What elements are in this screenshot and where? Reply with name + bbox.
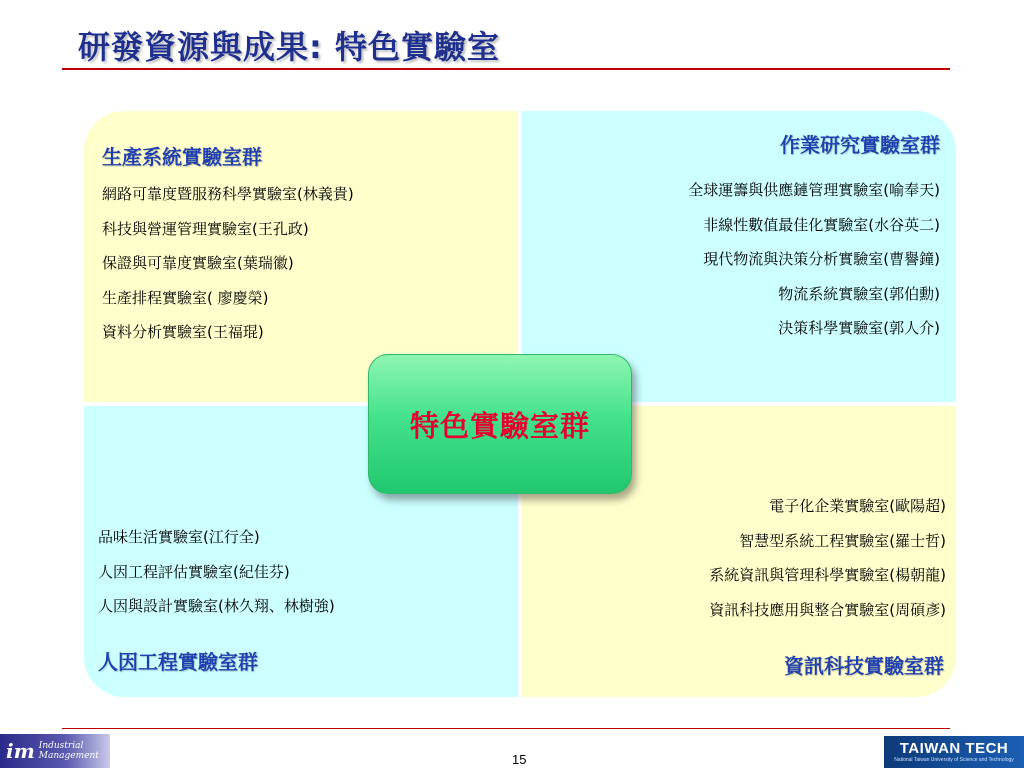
im-logo-text (39, 741, 99, 761)
lab-item: 保證與可靠度實驗室(葉瑞徽) (102, 254, 294, 272)
taiwan-tech-logo-name: TAIWAN TECH (899, 739, 1009, 757)
lab-item: 品味生活實驗室(江行全) (98, 528, 260, 546)
lab-list-human-factors (98, 520, 335, 624)
center-badge (368, 354, 632, 494)
group-title-production: 生產系統實驗室群 (102, 145, 262, 169)
im-logo-line1: Industrial (38, 741, 84, 751)
lab-item: 電子化企業實驗室(歐陽超) (769, 497, 946, 515)
im-logo-line2: Management (38, 751, 99, 761)
group-title-human-factors: 人因工程實驗室群 (98, 650, 258, 674)
page-number: 15 (512, 752, 527, 767)
lab-item: 全球運籌與供應鏈管理實驗室(喻奉天) (688, 181, 940, 199)
taiwan-tech-logo-subtitle: National Taiwan University of Science and Technology (894, 756, 1014, 763)
lab-list-operations-research (688, 173, 940, 346)
lab-item: 人因工程評估實驗室(紀佳芬) (98, 562, 290, 581)
lab-item: 資訊科技應用與整合實驗室(周碩彥) (709, 600, 946, 619)
footer-divider (62, 728, 950, 729)
group-title-operations-research: 作業研究實驗室群 (780, 133, 940, 157)
lab-item: 網路可靠度暨服務科學實驗室(林義貴) (102, 185, 354, 203)
lab-item: 人因與設計實驗室(林久翔、林樹強) (98, 597, 335, 615)
lab-item: 資料分析實驗室(王福琨) (102, 323, 264, 341)
page-title: 研發資源與成果: 特色實驗室 (78, 28, 500, 66)
lab-list-production (102, 177, 354, 350)
lab-item: 智慧型系統工程實驗室(羅士哲) (739, 531, 946, 550)
lab-item: 科技與營運管理實驗室(王孔政) (102, 219, 309, 238)
lab-item: 物流系統實驗室(郭伯勳) (778, 284, 940, 303)
center-badge-label: 特色實驗室群 (409, 408, 590, 443)
industrial-management-logo (0, 734, 110, 768)
taiwan-tech-logo (884, 736, 1024, 768)
lab-item: 現代物流與決策分析實驗室(曹譽鐘) (703, 250, 940, 268)
lab-item: 系統資訊與管理科學實驗室(楊朝龍) (709, 566, 946, 584)
lab-item: 非線性數值最佳化實驗室(水谷英二) (703, 215, 940, 234)
title-divider (62, 68, 950, 70)
lab-item: 決策科學實驗室(郭人介) (778, 319, 940, 337)
group-title-information-technology: 資訊科技實驗室群 (784, 654, 944, 678)
lab-item: 生產排程實驗室( 廖慶榮) (102, 288, 269, 307)
im-logo-mark: im (6, 739, 35, 763)
lab-list-information-technology (709, 489, 946, 627)
